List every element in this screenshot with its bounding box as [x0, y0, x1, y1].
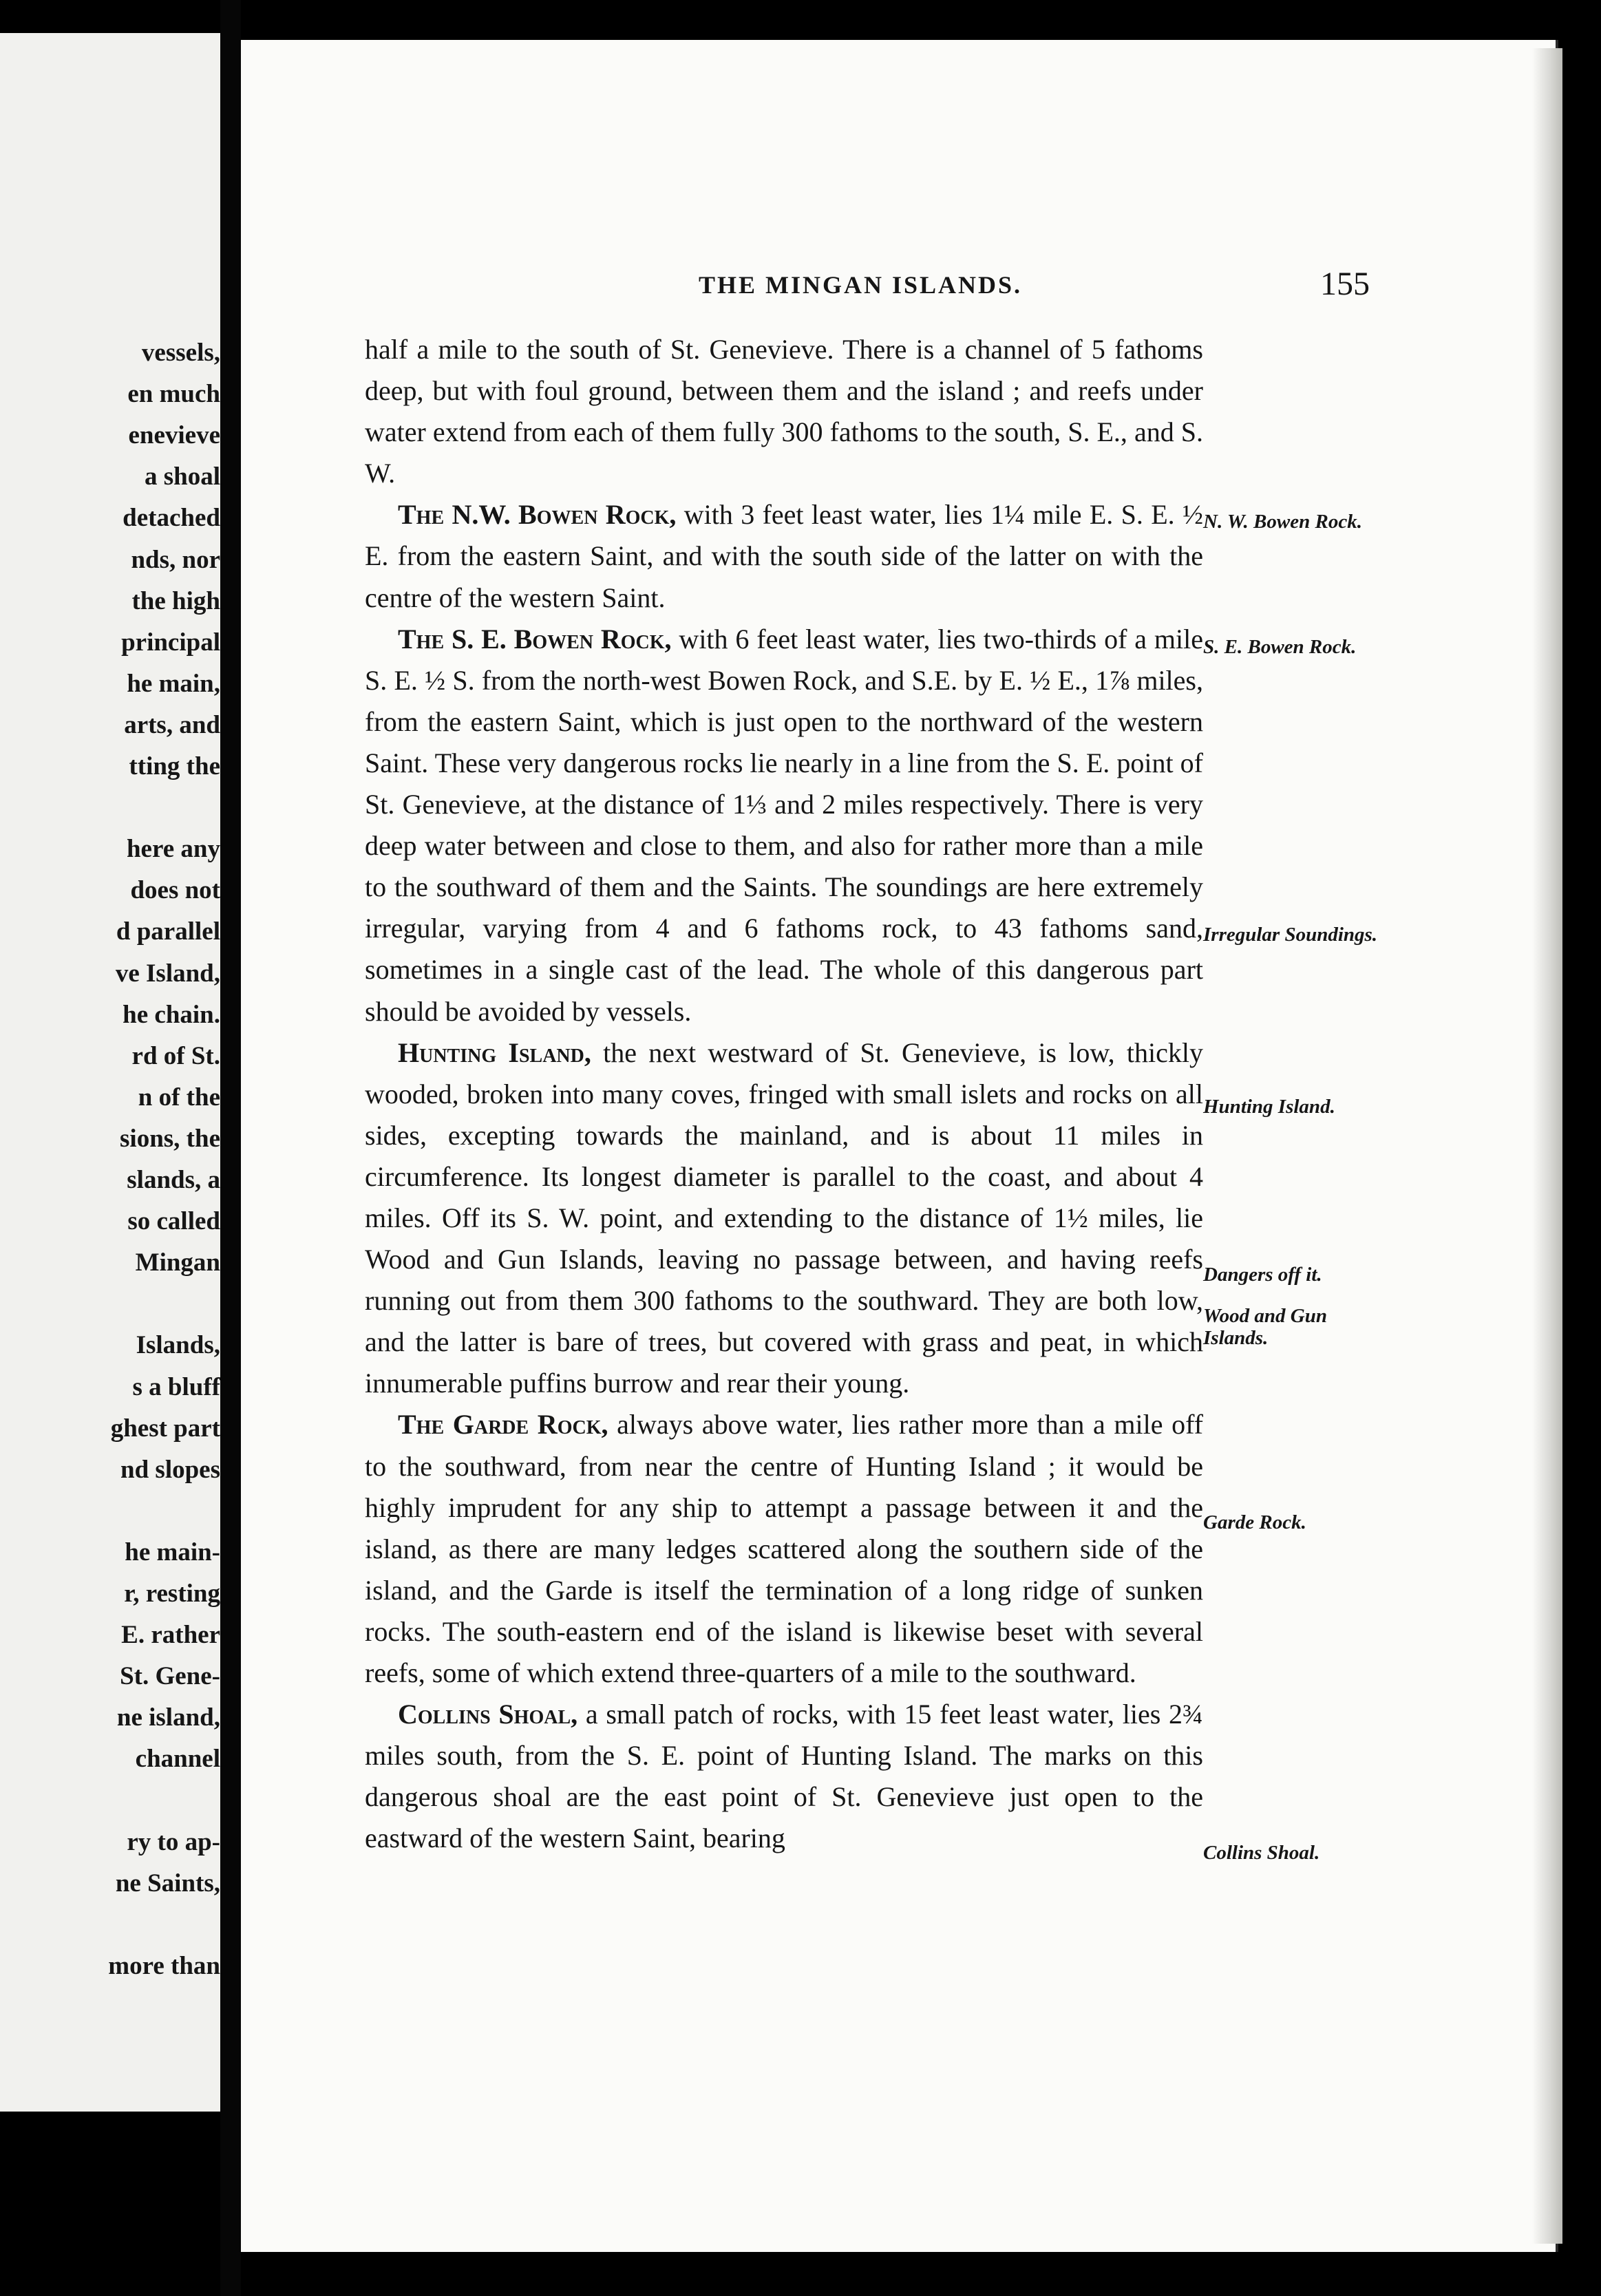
paragraph-text: the next westward of St. Genevieve, is low, thickly wooded, broken into many coves, fringed with small islets and rocks on all sides, excepting towards the mainland, and is about 11 miles in circumference. Its longest diameter is parallel to the coast, and about 4 miles. Off its S. W. point, and extending to the distance of 1½ miles, lie Wood and Gun Islands, leaving no passage between, and having reefs running out from them 300 fathoms to the southward. They are both low, and the latter is bare of trees, but covered with grass and peat, in which innumerable puffins burrow and rear their young. — [365, 1037, 1203, 1399]
side-note-collins-shoal: Collins Shoal. — [1203, 1842, 1320, 1864]
paragraph-1 — [365, 329, 1203, 494]
left-page-fragment: en much — [127, 380, 220, 408]
paragraph-lead: Collins Shoal, — [398, 1699, 578, 1730]
left-page-fragment: rd of St. — [131, 1042, 220, 1070]
paragraph-lead: The S. E. Bowen Rock, — [398, 623, 672, 655]
left-page-fragment: Mingan — [135, 1248, 220, 1277]
left-page-fragment: so called — [127, 1207, 220, 1235]
left-page-fragment: tting the — [129, 752, 220, 780]
paragraph-text: with 3 feet least water, lies 1¼ mile E. S. E. ½ E. from the eastern Saint, and with the south side of the latter on with the centre of the western Saint. — [365, 499, 1203, 613]
left-page-fragment: he main, — [127, 670, 220, 698]
left-page-fragment: detached — [123, 504, 220, 532]
left-page-fragment: r, resting — [124, 1580, 220, 1608]
left-facing-page — [0, 33, 220, 2112]
book-gutter — [220, 0, 241, 2296]
side-note-se-bowen-rock: S. E. Bowen Rock. — [1203, 636, 1357, 658]
left-page-fragment: Islands, — [136, 1331, 220, 1359]
paragraph-text: a small patch of rocks, with 15 feet least water, lies 2¾ miles south, from the S. E. point of Hunting Island. The marks on this dangerous shoal are the east point of St. Genevieve just open to the eastward of the western Saint, bearing — [365, 1699, 1203, 1854]
paragraph-garde-rock — [365, 1404, 1203, 1694]
left-page-fragment: slands, a — [127, 1166, 220, 1194]
paragraph-collins-shoal — [365, 1694, 1203, 1859]
left-page-text-fragments — [0, 33, 220, 2112]
side-note-irregular-soundings: Irregular Soundings. — [1203, 924, 1378, 946]
running-title: THE MINGAN ISLANDS. — [698, 271, 1023, 299]
body-text — [365, 329, 1203, 1859]
paragraph-nw-bowen-rock — [365, 494, 1203, 618]
left-page-fragment: he chain. — [123, 1001, 220, 1029]
left-page-fragment: arts, and — [124, 711, 220, 739]
left-page-fragment: here any — [126, 835, 220, 863]
left-page-fragment: ghest part — [110, 1414, 220, 1443]
left-page-fragment: nd slopes — [120, 1456, 220, 1484]
left-page-fragment: d parallel — [116, 917, 220, 946]
left-page-fragment: channel — [135, 1745, 220, 1773]
left-page-fragment: nds, nor — [131, 546, 220, 574]
left-page-fragment: principal — [121, 628, 220, 657]
paragraph-hunting-island — [365, 1032, 1203, 1405]
left-page-fragment: a shoal — [144, 463, 220, 491]
running-header — [351, 265, 1370, 306]
side-note-hunting-island: Hunting Island. — [1203, 1096, 1335, 1118]
left-page-fragment: ne island, — [116, 1703, 220, 1732]
side-note-wood-and-gun-islands: Wood and Gun Islands. — [1203, 1305, 1327, 1349]
left-page-fragment: E. rather — [121, 1621, 220, 1649]
left-page-fragment: enevieve — [128, 421, 220, 449]
paragraph-lead: Hunting Island, — [398, 1037, 591, 1068]
left-page-fragment: vessels, — [141, 339, 220, 367]
page-number: 155 — [1320, 266, 1370, 302]
paragraph-se-bowen-rock — [365, 619, 1203, 1032]
left-page-fragment: does not — [130, 876, 220, 904]
side-note-nw-bowen-rock: N. W. Bowen Rock. — [1203, 511, 1362, 533]
left-page-fragment: more than — [108, 1952, 220, 1980]
paragraph-text: with 6 feet least water, lies two-thirds of a mile S. E. ½ S. from the north-west Bowen Rock, and S.E. by E. ½ E., 1⅞ miles, from the eastern Saint, which is just open to the northward of the western Saint. These very dangerous rocks lie nearly in a line from the S. E. point of St. Genevieve, at the distance of 1⅓ and 2 miles respectively. There is very deep water between and close to them, and also for rather more than a mile to the southward of them and the Saints. The soundings are here extremely irregular, varying from 4 and 6 fathoms rock, to 43 fathoms sand, sometimes in a single cast of the lead. The whole of this dangerous part should be avoided by vessels. — [365, 623, 1203, 1027]
page-edge-shadow — [1532, 48, 1562, 2244]
side-note-dangers-off-it: Dangers off it. — [1203, 1264, 1322, 1286]
left-page-fragment: ne Saints, — [115, 1869, 220, 1898]
side-note-garde-rock: Garde Rock. — [1203, 1511, 1306, 1533]
paragraph-lead: The Garde Rock, — [398, 1409, 608, 1441]
left-page-fragment: he main- — [125, 1538, 220, 1566]
paragraph-lead: The N.W. Bowen Rock, — [398, 499, 677, 531]
left-page-fragment: n of the — [138, 1083, 220, 1112]
left-page-fragment: ve Island, — [115, 959, 220, 988]
paragraph-text: always above water, lies rather more than a mile off to the southward, from near the centre of Hunting Island ; it would be highly imprudent for any ship to attempt a passage between it and the island, as there are many ledges scattered along the southern side of the island, and the Garde is itself the termination of a long ridge of sunken rocks. The south-eastern end of the island is likewise beset with several reefs, some of which extend three-quarters of a mile to the southward. — [365, 1409, 1203, 1688]
left-page-fragment: the high — [131, 587, 220, 615]
left-page-fragment: St. Gene- — [120, 1662, 220, 1690]
left-page-fragment: s a bluff — [132, 1373, 220, 1401]
left-page-fragment: sions, the — [120, 1125, 220, 1153]
paragraph-text: half a mile to the south of St. Genevieve. There is a channel of 5 fathoms deep, but with foul ground, between them and the island ; and reefs under water extend from each of them fully 300 fathoms to the south, S. E., and S. W. — [365, 334, 1203, 489]
left-page-fragment: ry to ap- — [127, 1828, 220, 1856]
margin-notes — [1203, 329, 1382, 1981]
